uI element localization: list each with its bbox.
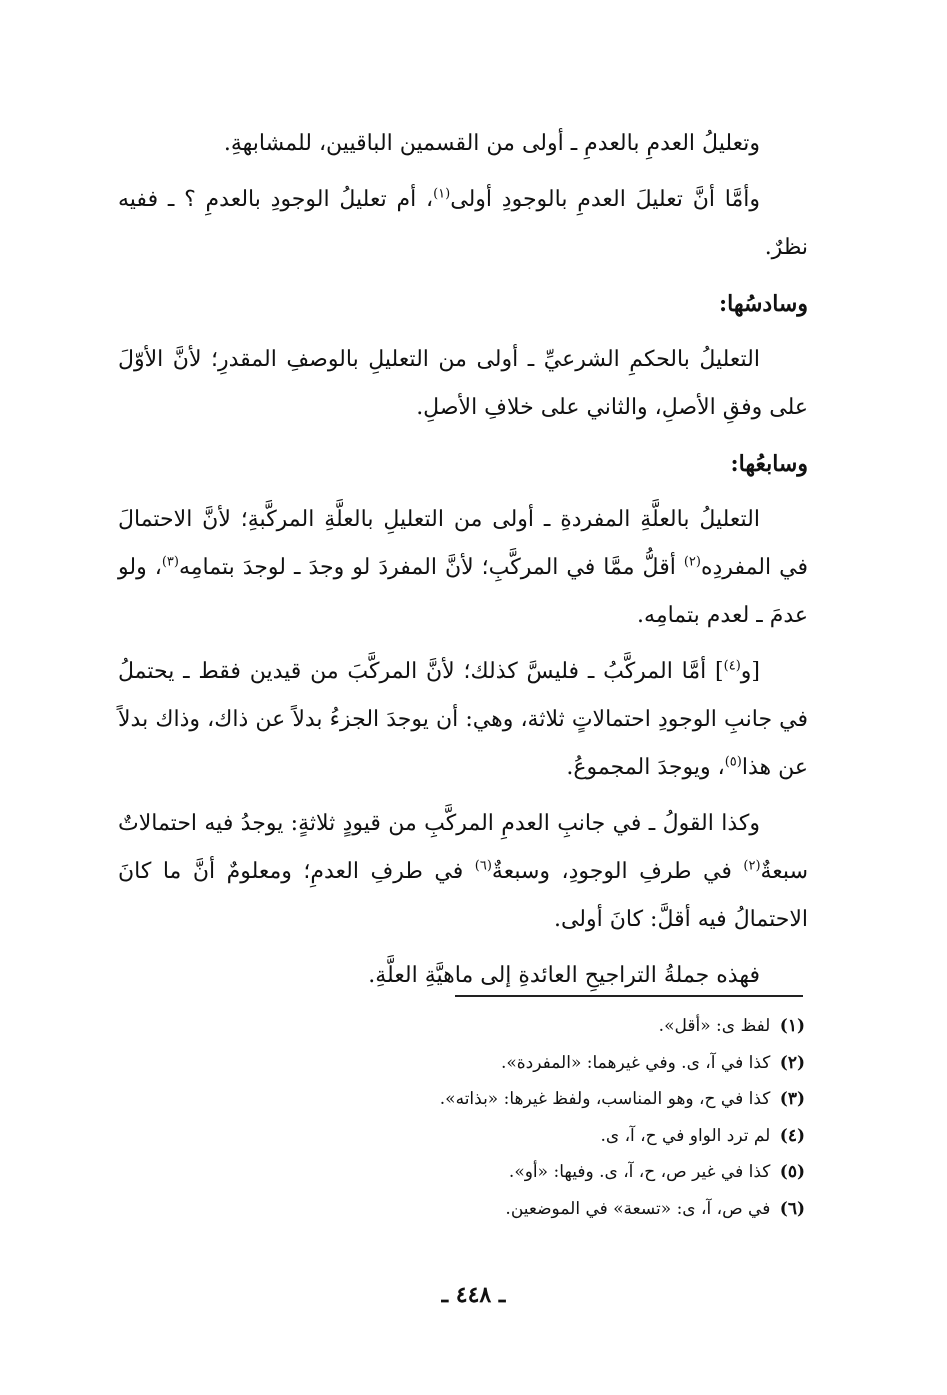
footnote-number: (٦)	[779, 1198, 805, 1219]
footnote-ref-1: (١)	[433, 186, 451, 202]
footnote-number: (٢)	[779, 1052, 805, 1073]
footnote-item	[300, 1118, 805, 1155]
paragraph-text: [و	[740, 659, 760, 684]
paragraph-text: في طرفِ الوجودِ، وسبعةٌ	[491, 859, 744, 884]
footnote-number: (٥)	[779, 1162, 805, 1182]
section-heading-sixth: وسادسُها:	[719, 291, 808, 317]
footnote-item	[300, 1154, 805, 1191]
footnote-item	[300, 1081, 805, 1118]
paragraph-text: وكذا القولُ ـ في جانبِ العدمِ المركَّبِ من قيودٍ ثلاثةٍ: يوجدُ فيه احتمالاتٌ سبعةٌ	[118, 811, 808, 884]
paragraph-text: ، أم تعليلُ الوجودِ بالعدمِ ؟ ـ ففيه نظرٌ.	[118, 187, 808, 260]
paragraph-text: فهذه جملةُ التراجيحِ العائدةِ إلى ماهيَّةِ العلَّةِ.	[368, 963, 760, 988]
paragraph-text: ، ويوجدَ المجموعُ.	[566, 755, 725, 780]
paragraph-text: التعليلُ بالحكمِ الشرعيِّ ـ أولى من التعليلِ بالوصفِ المقدرِ؛ لأنَّ الأوّلَ على وفقِ الأصلِ، والثاني على خلافِ الأصلِ.	[118, 347, 808, 420]
footnote-text: لم ترد الواو في ح، آ، ى.	[600, 1125, 771, 1146]
footnote-text: لفظ ى: «أقل».	[658, 1016, 771, 1036]
footnote-ref-7: (٦)	[474, 858, 492, 874]
footnote-ref-2: (٢)	[683, 554, 701, 570]
footnotes	[300, 1008, 805, 1227]
footnote-number: (٤)	[779, 1125, 805, 1146]
paragraph-4	[118, 496, 808, 640]
footnote-text: كذا في ح، وهو المناسب، ولفظ غيرها: «بذاته».	[439, 1089, 771, 1109]
paragraph-text: ، ولو عدمَ ـ لعدم بتمامِه.	[118, 555, 808, 628]
paragraph-text: في طرفِ العدمِ؛ ومعلومٌ أنَّ ما كانَ الاحتمالُ فيه أقلَّ: كانَ أولى.	[118, 859, 808, 932]
footnote-text: كذا في آ، ى. وفي غيرهما: «المفردة».	[500, 1052, 771, 1073]
footnote-item	[300, 1191, 805, 1228]
footnote-number: (٣)	[779, 1089, 805, 1109]
section-heading-seventh: وسابعُها:	[730, 451, 808, 477]
footnote-item	[300, 1008, 805, 1045]
paragraph-text: التعليلُ بالعلَّةِ المفردةِ ـ أولى من التعليلِ بالعلَّةِ المركَّبةِ؛ لأنَّ الاحتمالَ في المفردِه	[118, 507, 808, 580]
paragraph-3	[118, 336, 808, 432]
footnote-number: (١)	[779, 1016, 805, 1036]
footnote-ref-5: (٥)	[724, 754, 742, 770]
footnote-divider	[455, 995, 803, 997]
paragraph-text: ] أمَّا المركَّبُ ـ فليسَّ كذلك؛ لأنَّ المركَّبَ من قيدين فقط ـ يحتملُ في جانبِ الوجودِ احتمالاتٍ ثلاثة، وهي: أن يوجدَ الجزءُ بدلاً عن ذاك، وذاك بدلاً عن هذا	[118, 659, 808, 780]
footnote-item	[300, 1045, 805, 1082]
page-number: ـ ٤٤٨ ـ	[441, 1282, 506, 1308]
paragraph-text: وتعليلُ العدمِ بالعدمِ ـ أولى من القسمين الباقيين، للمشابهةِ.	[223, 131, 760, 156]
paragraph-7	[118, 952, 808, 1000]
paragraph-5	[118, 648, 808, 792]
paragraph-text: أقلُّ ممَّا في المركَّبِ؛ لأنَّ المفردَ لو وجدَ ـ لوجدَ بتمامِه	[178, 555, 684, 580]
paragraph-text: وأمَّا أنَّ تعليلَ العدمِ بالوجودِ أولى	[450, 187, 760, 212]
paragraph-6	[118, 800, 808, 944]
footnote-ref-3: (٣)	[161, 554, 179, 570]
paragraph-2	[118, 176, 808, 272]
main-text	[118, 120, 808, 1008]
footnote-text: كذا في غير ص، ح، آ، ى. وفيها: «أو».	[508, 1162, 771, 1182]
footnote-ref-6: (٢)	[743, 858, 761, 874]
paragraph-1	[118, 120, 808, 168]
footnote-text: في ص، آ، ى: «تسعة» في الموضعين.	[505, 1198, 771, 1219]
footnote-ref-4: (٤)	[723, 658, 741, 674]
